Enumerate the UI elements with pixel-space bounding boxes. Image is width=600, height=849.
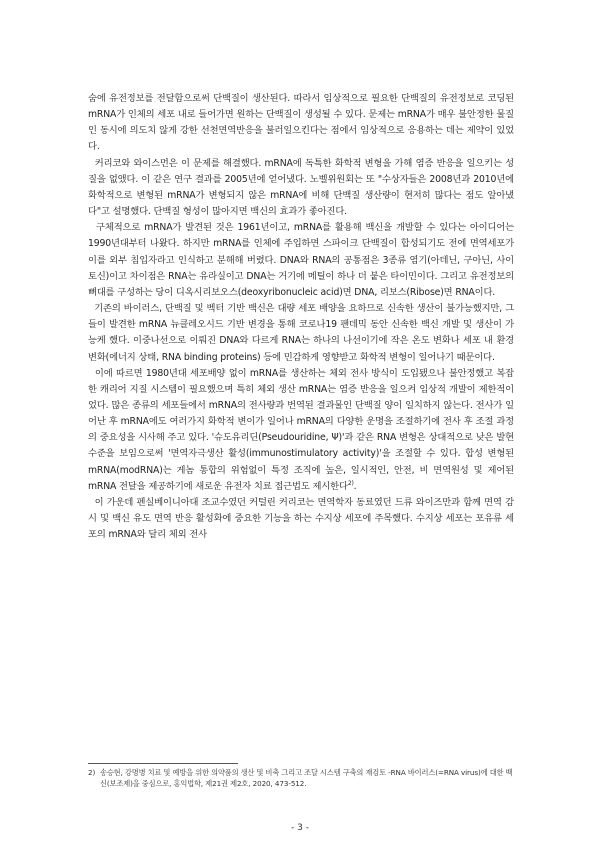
footnote-number: 2) — [88, 768, 96, 777]
paragraph-2 — [88, 156, 514, 221]
footnote-text: 송승현, 강명병 치료 및 예방을 위한 의약품의 생산 및 비축 그리고 조달 시스템 구축의 재검토 -RNA 바이러스(=RNA virus)에 대한 백신(보조제)을 중심으로, 홍익법학, 제21권 제2호, 2020, 473-512. — [100, 768, 513, 789]
paragraph-3 — [88, 220, 514, 301]
paragraph-4-text: 기존의 바이러스, 단백질 및 벡터 기반 백신은 대량 세포 배양을 요하므로 신속한 생산이 불가능했지만, 그들이 발견한 mRNA 뉴클레오시드 기반 변경을 통해 코로나19 팬데믹 동안 신속한 백신 개발 및 생산이 가능케 했다. 이중나선으로 이뤄진 DNA와 다르게 RNA는 하나의 나선이기에 작은 온도 변화나 세포 내 환경 변화(에너지 상태, RNA binding proteins) 등에 민감하게 영향받고 화학적 변형이 일어나기 때문이다. — [88, 303, 514, 363]
footnote — [88, 767, 514, 789]
body-text — [88, 91, 514, 543]
paragraph-5-end: . — [353, 480, 357, 492]
paragraph-3-text: 구체적으로 mRNA가 발견된 것은 1961년이고, mRNA를 활용해 백신을 개발할 수 있다는 아이디어는 1990년대부터 나왔다. 하지만 mRNA를 인체에 주입하면 스파이크 단백질이 합성되기도 전에 면역세포가 이를 외부 침입자라고 인식하고 분해해 버렸다. DNA와 RNA의 공통점은 3종류 염기(아데닌, 구아닌, 사이토신)이고 차이점은 RNA는 유라실이고 DNA는 거기에 메틸이 하나 더 붙은 타이민이다. 그리고 유전정보의 뼈대를 구성하는 당이 디옥시리보오스(deoxyribonucleic acid)면 DNA, 리보스(Ribose)면 RNA이다. — [88, 222, 514, 298]
paragraph-5 — [88, 366, 514, 495]
paragraph-4 — [88, 301, 514, 366]
footnote-divider — [88, 763, 238, 764]
footnote-reference[interactable]: 2) — [347, 479, 354, 487]
paragraph-6 — [88, 495, 514, 543]
paragraph-1: 숨에 유전정보를 전달함으로써 단백질이 생산된다. 따라서 임상적으로 필요한 단백질의 유전정보로 코딩된 mRNA가 인체의 세포 내로 들어가면 원하는 단백질이 생성될 수 있다. 문제는 mRNA가 매우 불안정한 물질인 동시에 의도치 않게 강한 선천면역반응을 불러일으킨다는 점에서 임상적으로 응용하는 데는 제약이 있었다. — [88, 93, 514, 153]
paragraph-5-text: 이에 따르면 1980년대 세포배양 없이 mRNA를 생산하는 체외 전사 방식이 도입됐으나 불안정했고 복잡한 캐리어 지질 시스템이 필요했으며 특히 체외 생산 mRNA는 염증 반응을 일으켜 임상적 개발이 제한적이었다. 많은 종류의 세포들에서 mRNA의 전사량과 번역된 결과물인 단백질 양이 일치하지 않는다. 전사가 일어난 후 mRNA에도 여러가지 화학적 변이가 일어나 mRNA의 다양한 운명을 조절하기에 전사 후 조절 과정의 중요성을 시사해 주고 있다. '슈도유리딘(Pseudouridine, Ψ)'과 같은 RNA 변형은 상대적으로 낮은 발현 수준을 보임으로써 '면역자극생산 활성(immunostimulatory activity)'을 조절할 수 있다. 합성 변형된 mRNA(modRNA)는 게놈 통합의 위험없이 특정 조직에 높은, 일시적인, 안전, 비 면역원성 및 제어된 mRNA 전달을 제공하기에 새로운 유전자 치료 접근법도 제시한다 — [88, 367, 514, 492]
paragraph-6-text: 이 가운데 펜실베이니아대 조교수였던 커털린 커리코는 면역학자 동료였던 드류 와이즈만과 함께 면역 감시 및 백신 유도 면역 반응 활성화에 중요한 기능을 하는 수지상 세포에 주목했다. 수지상 세포는 포유류 세포의 mRNA와 달리 체외 전사 — [88, 496, 514, 541]
footnote-row — [88, 767, 514, 789]
paragraph-2-text: 커리코와 와이스먼은 이 문제를 해결했다. mRNA에 독특한 화학적 변형을 가해 염증 반응을 일으키는 성질을 없앴다. 이 같은 연구 결과를 2005년에 얻어냈다. 노벨위원회는 또 "수상자들은 2008년과 2010년에 화학적으로 변형된 mRNA가 변형되지 않은 mRNA에 비해 단백질 생산량이 현저히 많다는 점도 알아냈다"고 설명했다. 단백질 형성이 많아지면 백신의 효과가 좋아진다. — [88, 157, 514, 218]
page-number: - 3 - — [291, 823, 309, 833]
